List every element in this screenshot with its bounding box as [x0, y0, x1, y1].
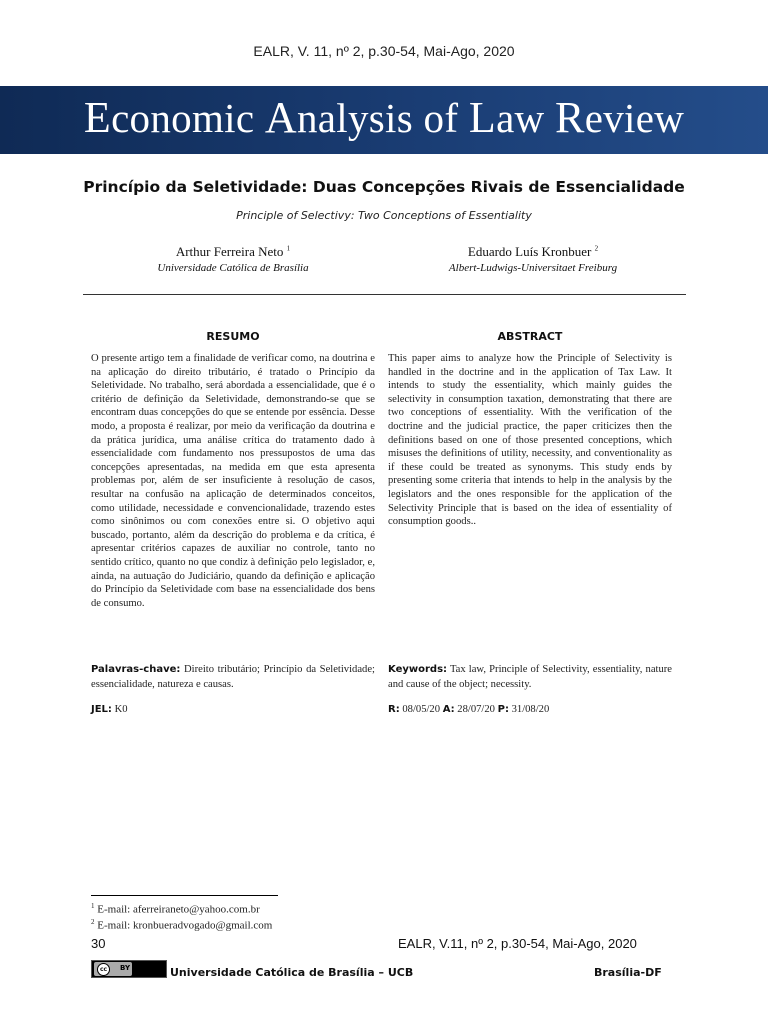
header-citation: EALR, V. 11, nº 2, p.30-54, Mai-Ago, 2020: [253, 43, 515, 59]
author-2-affiliation: Albert-Ludwigs-Universitaet Freiburg: [448, 262, 618, 274]
page-number: 30: [91, 936, 106, 951]
header-divider: [83, 294, 686, 295]
footnote-divider: [91, 895, 278, 896]
resumo-keywords: Palavras-chave: Direito tributário; Princípio da Seletividade; essencialidade, natureza e causas.: [91, 664, 375, 690]
footer-citation: EALR, V.11, nº 2, p.30-54, Mai-Ago, 2020: [398, 936, 637, 951]
article-title: Princípio da Seletividade: Duas Concepções Rivais de Essencialidade: [83, 178, 685, 196]
abstract-text: This paper aims to analyze how the Principle of Selectivity is handled in the doctrine and in the application of Tax Law. It intends to study the essentiality, which mainly guides the selectivity in consumption taxation, demonstrating that there are two conceptions of essentiality. With the verification of the doctrine and the judicial practice, the paper criticizes then the definitions based on one of those presented conceptions, which misuses the definitions of utility, necessity, and conventionality as if these could be treated as synonyms. This study ends by presenting some criteria that intends to help in the analysis by the legislators and the ones responsible for the application of the Selectivity Principle that is based on the idea of essentiality of consumption goods..: [388, 353, 672, 528]
abstract-keywords: Keywords: Tax law, Principle of Selectivity, essentiality, nature and cause of the object; necessity.: [388, 664, 672, 690]
resumo-jel: JEL: K0: [91, 704, 128, 715]
resumo-heading: RESUMO: [206, 330, 260, 343]
cc-symbol-icon: cc: [97, 963, 110, 976]
publisher-city: Brasília-DF: [594, 966, 662, 979]
footnote-2: $^2$ E-mail: kronbueradvogado@gmail.com: [91, 918, 273, 932]
cc-license-badge[interactable]: [91, 960, 167, 978]
author-1-affiliation: Universidade Católica de Brasília: [157, 262, 309, 274]
journal-title: Economic Analysis of Law Review: [83, 93, 685, 142]
author-2-name: Eduardo Luís Kronbuer: [467, 244, 592, 259]
author-1: [108, 244, 358, 274]
abstract-dates: R: 08/05/20 A: 28/07/20 P: 31/08/20: [388, 704, 550, 715]
publisher: Universidade Católica de Brasília – UCB: [170, 966, 414, 979]
journal-banner: [0, 86, 768, 154]
author-2-note: 2: [594, 244, 599, 253]
author-2: [408, 244, 658, 274]
cc-by-label: BY: [120, 964, 131, 972]
article-subtitle: Principle of Selectivy: Two Conceptions of Essentiality: [236, 209, 532, 222]
abstract-heading: ABSTRACT: [497, 330, 563, 343]
author-1-note: 1: [286, 244, 291, 253]
resumo-text: O presente artigo tem a finalidade de verificar como, na doutrina e na aplicação do direito tributário, é tratado o Princípio da Seletividade. No trabalho, será abordada a essencialidade, que é o critério de definição da Seletividade, demonstrando-se que se encontram duas concepções do que se entende por essência. Desse modo, a proposta é realizar, por meio da verificação da doutrina e da prática jurídica, uma análise crítica do tratamento dado à essencialidade com fundamento nos pressupostos de uma das concepções apresentadas, na medida em que esta apresenta problemas por, além de ser insuficiente à resolução de casos, resultar na confusão na aplicação de determinados conceitos, como utilidade, necessidade e convencionalidade, trazendo estes como sinônimos ou com conexões entre si. O objetivo aqui buscado, portanto, além da descrição do problema e da crítica, é apresentar critérios capazes de auxiliar no controle, tanto no sentido crítico, quanto no que condiz à definição pelo legislador, e, ainda, na autuação do Judiciário, quando da definição e aplicação do Princípio da Seletividade com base na essencialidade dos bens de consumo.: [91, 353, 375, 609]
cc-logo-icon: [94, 962, 132, 976]
author-1-name: Arthur Ferreira Neto: [175, 244, 284, 259]
footnote-1: $^1$ E-mail: aferreiraneto@yahoo.com.br: [91, 902, 260, 916]
